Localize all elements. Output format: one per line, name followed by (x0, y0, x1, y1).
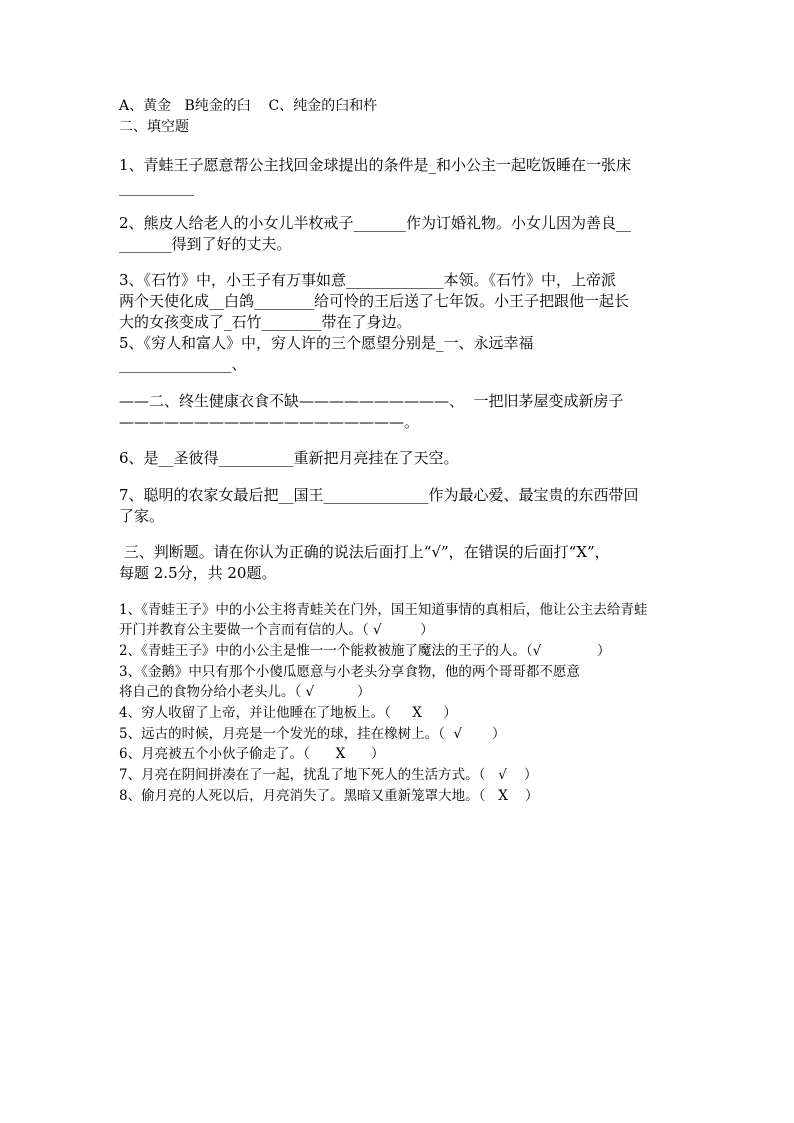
judgement-item: 1、《青蛙王子》中的小公主将青蛙关在门外，国王知道事情的真相后，他让公主去给青蛙 (119, 602, 648, 618)
question-5-line-2: _______________、 (119, 355, 247, 373)
fill-section-title: 二、填空题 (119, 119, 189, 135)
question-1-line-2: __________ (119, 178, 194, 196)
judge-section-title-line-2: 每题 2.5分，共 20题。 (119, 564, 277, 582)
question-6: 6、是__圣彼得__________重新把月亮挂在了天空。 (119, 449, 459, 467)
question-5-continuation-line-2: ———————————————————。 (119, 413, 420, 431)
judge-section-title-line-1: 三、判断题。请在你认为正确的说法后面打上“√”，在错误的后面打“X”， (119, 543, 610, 561)
choice-options-line: A、黄金 B纯金的臼 C、纯金的臼和杵 (119, 98, 378, 114)
judgement-item: 6、月亮被五个小伙子偷走了。（ X ） (119, 746, 385, 762)
question-3-line-3: 大的女孩变成了_石竹________带在了身边。 (119, 313, 412, 331)
judgement-item: 7、月亮在阴间拼凑在了一起，扰乱了地下死人的生活方式。（ √ ） (119, 767, 538, 783)
question-5-line-1: 5、《穷人和富人》中，穷人许的三个愿望分别是_一、永远幸福 (119, 334, 534, 352)
judgement-item: 2、《青蛙王子》中的小公主是惟一一个能救被施了魔法的王子的人。（√ ） (119, 643, 611, 659)
question-7-line-1: 7、聪明的农家女最后把__国王______________作为最心爱、最宝贵的东西带回 (119, 486, 639, 504)
judgement-item: 3、《金鹅》中只有那个小傻瓜愿意与小老头分享食物，他的两个哥哥都不愿意 (119, 664, 580, 680)
judgement-item: 5、远古的时候，月亮是一个发光的球，挂在橡树上。（ √ ） (119, 726, 506, 742)
question-7-line-2: 了家。 (119, 507, 165, 525)
question-5-continuation-line-1: ——二、终生健康衣食不缺——————————、 一把旧茅屋变成新房子 (119, 392, 624, 410)
judgement-item: 4、穷人收留了上帝，并让他睡在了地板上。（ X ） (119, 705, 457, 721)
question-3-line-2: 两个天使化成__白鸽________给可怜的王后送了七年饭。小王子把跟他一起长 (119, 292, 630, 310)
question-2-line-1: 2、熊皮人给老人的小女儿半枚戒子_______作为订婚礼物。小女儿因为善良__ (119, 214, 632, 232)
question-1-line-1: 1、青蛙王子愿意帮公主找回金球提出的条件是_和小公主一起吃饭睡在一张床 (119, 156, 632, 174)
question-2-line-2: _______得到了好的丈夫。 (119, 235, 292, 253)
judgement-item: 8、偷月亮的人死以后，月亮消失了。黑暗又重新笼罩大地。（ X ） (119, 788, 539, 804)
question-3-line-1: 3、《石竹》中，小王子有万事如意_____________本领。《石竹》中，上帝派 (119, 271, 617, 289)
judgement-item: 开门并教育公主要做一个言而有信的人。（ √ ） (119, 622, 434, 638)
judgement-item: 将自己的食物分给小老头儿。（ √ ） (119, 684, 371, 700)
